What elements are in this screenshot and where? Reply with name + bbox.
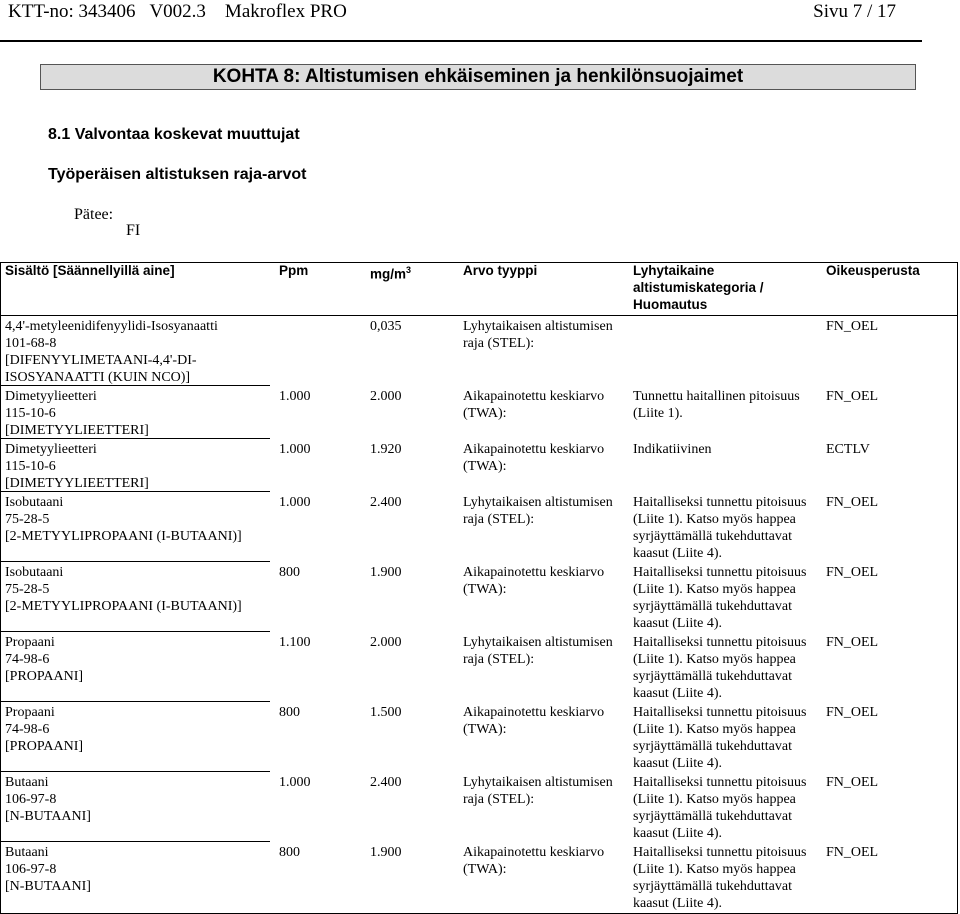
mg-cell: 1.500 (370, 705, 402, 720)
value-type-cell-line: (TWA): (463, 862, 507, 877)
substance-cell-line: Dimetyylieetteri (5, 442, 97, 457)
col-header-mg-sup: 3 (406, 265, 412, 275)
ppm-cell: 1.000 (279, 442, 311, 457)
category-cell-line: kaasut (Liite 4). (633, 686, 723, 701)
ppm-cell: 800 (279, 845, 300, 860)
category-cell-line: Indikatiivinen (633, 442, 712, 457)
col-header-category-line: Huomautus (633, 297, 708, 312)
legal-basis-cell: FN_OEL (826, 319, 879, 334)
substance-cell-line: [DIFENYYLIMETAANI-4,4'-DI- (5, 353, 197, 368)
category-cell (633, 388, 818, 422)
category-cell (633, 704, 818, 772)
value-type-cell-line: Lyhytaikaisen altistumisen (463, 495, 613, 510)
legal-basis-cell: FN_OEL (826, 775, 879, 790)
value-type-cell-line: raja (STEL): (463, 336, 535, 351)
mg-cell: 2.400 (370, 775, 402, 790)
substance-cell-line: 75-28-5 (5, 512, 50, 527)
legal-basis-cell: FN_OEL (826, 635, 879, 650)
applies-value: FI (126, 222, 141, 239)
category-cell-line: Haitalliseksi tunnettu pitoisuus (633, 705, 807, 720)
subheading: Työperäisen altistuksen raja-arvot (48, 166, 307, 183)
value-type-cell-line: (TWA): (463, 722, 507, 737)
substance-cell (5, 494, 267, 545)
category-cell-line: syrjäyttämällä tukehduttavat (633, 529, 793, 544)
value-type-cell (463, 634, 628, 668)
category-cell (633, 844, 818, 912)
legal-basis-cell: FN_OEL (826, 565, 879, 580)
substance-cell-line: Butaani (5, 775, 49, 790)
substance-cell-line: 115-10-6 (5, 406, 56, 421)
category-cell-line: Haitalliseksi tunnettu pitoisuus (633, 635, 807, 650)
mg-cell: 2.000 (370, 389, 402, 404)
category-cell (633, 441, 818, 458)
value-type-cell-line: raja (STEL): (463, 652, 535, 667)
category-cell-line: Haitalliseksi tunnettu pitoisuus (633, 775, 807, 790)
section-title: KOHTA 8: Altistumisen ehkäiseminen ja henkilönsuojaimet (40, 64, 916, 90)
category-cell (633, 564, 818, 632)
col-header-category-line: Lyhytaikaine (633, 263, 715, 278)
col-header-category-line: altistumiskategoria / (633, 280, 764, 295)
substance-cell-line: 74-98-6 (5, 722, 50, 737)
ppm-cell: 800 (279, 565, 300, 580)
substance-cell (5, 704, 267, 755)
value-type-cell-line: (TWA): (463, 459, 507, 474)
substance-cell-line: [N-BUTAANI] (5, 879, 91, 894)
col-header-mg (370, 262, 411, 283)
category-cell-line: Haitalliseksi tunnettu pitoisuus (633, 495, 807, 510)
category-cell-line: kaasut (Liite 4). (633, 616, 723, 631)
substance-cell-line: [PROPAANI] (5, 739, 84, 754)
substance-cell-line: Butaani (5, 845, 49, 860)
value-type-cell (463, 564, 628, 598)
value-type-cell (463, 494, 628, 528)
substance-cell-line: 106-97-8 (5, 792, 57, 807)
mg-cell: 0,035 (370, 319, 402, 334)
row-divider (0, 385, 270, 386)
category-cell-line: kaasut (Liite 4). (633, 896, 723, 911)
substance-cell-line: [2-METYYLIPROPAANI (I-BUTAANI)] (5, 599, 242, 614)
row-divider (0, 438, 270, 439)
col-header-mg-unit: mg/m (370, 266, 407, 282)
category-cell-line: Tunnettu haitallinen pitoisuus (633, 389, 800, 404)
legal-basis-cell: FN_OEL (826, 705, 879, 720)
category-cell-line: (Liite 1). Katso myös happea (633, 512, 796, 527)
row-divider (0, 631, 270, 632)
substance-cell (5, 318, 267, 386)
substance-cell-line: Propaani (5, 635, 55, 650)
value-type-cell (463, 441, 628, 475)
category-cell-line: kaasut (Liite 4). (633, 756, 723, 771)
category-cell-line: Haitalliseksi tunnettu pitoisuus (633, 845, 807, 860)
value-type-cell-line: Aikapainotettu keskiarvo (463, 389, 605, 404)
substance-cell-line: [PROPAANI] (5, 669, 84, 684)
mg-cell: 2.400 (370, 495, 402, 510)
col-header-name: Sisältö [Säännellyillä aine] (5, 263, 175, 278)
row-divider (0, 701, 270, 702)
substance-cell-line: 101-68-8 (5, 336, 57, 351)
category-cell (633, 634, 818, 702)
col-header-basis: Oikeusperusta (826, 263, 920, 278)
category-cell-line: syrjäyttämällä tukehduttavat (633, 739, 793, 754)
mg-cell: 1.920 (370, 442, 402, 457)
legal-basis-cell: ECTLV (826, 442, 870, 457)
col-header-category (633, 262, 764, 313)
substance-cell-line: Dimetyylieetteri (5, 389, 97, 404)
ppm-cell: 800 (279, 705, 300, 720)
applies-label: Pätee: (74, 206, 114, 223)
substance-cell-line: Isobutaani (5, 565, 64, 580)
substance-cell-line: Isobutaani (5, 495, 64, 510)
substance-cell (5, 388, 267, 439)
category-cell-line: (Liite 1). Katso myös happea (633, 582, 796, 597)
value-type-cell (463, 774, 628, 808)
substance-cell-line: [DIMETYYLIEETTERI] (5, 476, 149, 491)
category-cell-line: (Liite 1). Katso myös happea (633, 862, 796, 877)
category-cell (633, 494, 818, 562)
legal-basis-cell: FN_OEL (826, 495, 879, 510)
page-number: Sivu 7 / 17 (813, 1, 896, 22)
category-cell (633, 774, 818, 842)
category-cell-line: syrjäyttämällä tukehduttavat (633, 669, 793, 684)
substance-cell-line: [2-METYYLIPROPAANI (I-BUTAANI)] (5, 529, 242, 544)
substance-cell-line: Propaani (5, 705, 55, 720)
substance-cell (5, 774, 267, 825)
category-cell-line: kaasut (Liite 4). (633, 546, 723, 561)
substance-cell (5, 844, 267, 895)
substance-cell (5, 634, 267, 685)
substance-cell-line: 106-97-8 (5, 862, 57, 877)
value-type-cell-line: Lyhytaikaisen altistumisen (463, 775, 613, 790)
category-cell-line: (Liite 1). Katso myös happea (633, 722, 796, 737)
value-type-cell-line: raja (STEL): (463, 512, 535, 527)
value-type-cell-line: Aikapainotettu keskiarvo (463, 705, 605, 720)
ppm-cell: 1.000 (279, 495, 311, 510)
value-type-cell (463, 318, 628, 352)
category-cell-line: kaasut (Liite 4). (633, 826, 723, 841)
category-cell-line: Haitalliseksi tunnettu pitoisuus (633, 565, 807, 580)
substance-cell-line: 4,4'-metyleenidifenyylidi-Isosyanaatti (5, 319, 218, 334)
substance-cell-line: [N-BUTAANI] (5, 809, 91, 824)
row-divider (0, 561, 270, 562)
value-type-cell-line: Aikapainotettu keskiarvo (463, 845, 605, 860)
category-cell-line: syrjäyttämällä tukehduttavat (633, 599, 793, 614)
substance-cell-line: ISOSYANAATTI (KUIN NCO)] (5, 370, 191, 385)
value-type-cell (463, 704, 628, 738)
page-header (0, 0, 960, 24)
value-type-cell (463, 844, 628, 878)
substance-cell (5, 441, 267, 492)
value-type-cell-line: Lyhytaikaisen altistumisen (463, 635, 613, 650)
legal-basis-cell: FN_OEL (826, 845, 879, 860)
legal-basis-cell: FN_OEL (826, 389, 879, 404)
value-type-cell-line: Lyhytaikaisen altistumisen (463, 319, 613, 334)
substance-cell-line: 75-28-5 (5, 582, 50, 597)
category-cell-line: syrjäyttämällä tukehduttavat (633, 879, 793, 894)
category-cell-line: (Liite 1). Katso myös happea (633, 652, 796, 667)
substance-cell-line: 115-10-6 (5, 459, 56, 474)
row-divider (0, 771, 270, 772)
ppm-cell: 1.000 (279, 775, 311, 790)
subsection-title: 8.1 Valvontaa koskevat muuttujat (48, 126, 300, 143)
value-type-cell-line: Aikapainotettu keskiarvo (463, 442, 605, 457)
value-type-cell-line: raja (STEL): (463, 792, 535, 807)
value-type-cell-line: (TWA): (463, 406, 507, 421)
header-rule (0, 40, 922, 42)
category-cell-line: (Liite 1). (633, 406, 683, 421)
mg-cell: 1.900 (370, 845, 402, 860)
substance-cell-line: 74-98-6 (5, 652, 50, 667)
substance-cell-line: [DIMETYYLIEETTERI] (5, 423, 149, 438)
col-header-type: Arvo tyyppi (463, 263, 538, 278)
category-cell-line: (Liite 1). Katso myös happea (633, 792, 796, 807)
value-type-cell-line: (TWA): (463, 582, 507, 597)
substance-cell (5, 564, 267, 615)
value-type-cell-line: Aikapainotettu keskiarvo (463, 565, 605, 580)
ppm-cell: 1.000 (279, 389, 311, 404)
row-divider (0, 491, 270, 492)
value-type-cell (463, 388, 628, 422)
category-cell-line: syrjäyttämällä tukehduttavat (633, 809, 793, 824)
ppm-cell: 1.100 (279, 635, 311, 650)
col-header-ppm: Ppm (279, 263, 309, 278)
row-divider (0, 841, 270, 842)
document-id: KTT-no: 343406 V002.3 Makroflex PRO (8, 1, 347, 22)
mg-cell: 1.900 (370, 565, 402, 580)
mg-cell: 2.000 (370, 635, 402, 650)
